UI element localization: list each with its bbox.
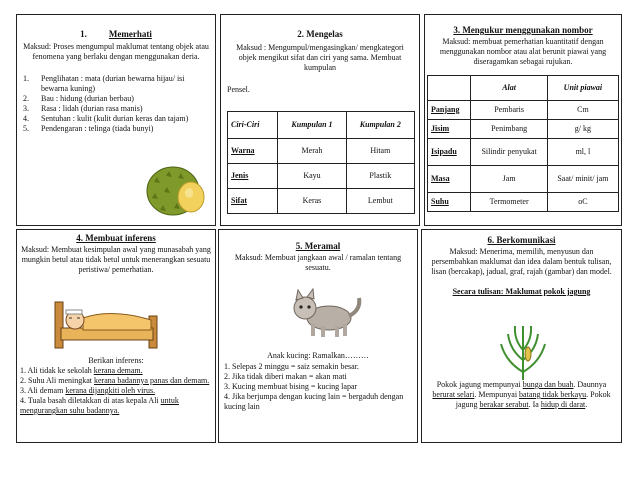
sense-item-text: Penglihatan : mata (durian bewarna hijau/ isi bewarna kuning) (41, 74, 185, 93)
table-header-cell: Kumpulan 1 (278, 112, 346, 139)
keyword: batang tidak berkayu (519, 390, 587, 399)
panel-memerhati-title (17, 29, 215, 40)
inference-text: 1. Ali tidak ke sekolah (20, 366, 94, 375)
panel-meramal (218, 229, 418, 443)
table-row (428, 193, 619, 212)
inference-reason: kerana badannya panas dan demam. (94, 376, 210, 385)
table-cell: Masa (428, 166, 471, 193)
table-header-row (228, 112, 415, 139)
inference-text: 3. Ali demam (20, 386, 66, 395)
table-cell: Hitam (346, 139, 414, 164)
panel-mengelas (220, 14, 420, 226)
inference-text: 4. Tuala basah diletakkan di atas kepala Ali (20, 396, 161, 405)
table-row (228, 189, 415, 214)
inference-list (20, 366, 212, 416)
inference-line (20, 376, 212, 386)
inference-text: 2. Suhu Ali meningkat (20, 376, 94, 385)
table-cell: Jenis (228, 164, 278, 189)
table-cell: Keras (278, 189, 346, 214)
panel-inferens (16, 229, 216, 443)
inference-line (20, 366, 212, 376)
table-row (428, 101, 619, 120)
panel-berkomunikasi-desc: Maksud: Menerima, memilih, menyusun dan persembahkan maklumat dan idea dalam bentuk tulisan, lisan (bercakap), jadual, graf, rajah (gambar) dan model. (431, 247, 612, 276)
sense-item-number: 3. (23, 104, 29, 113)
table-header-cell: Unit piawai (547, 76, 618, 101)
panel-mengelas-desc: Maksud : Mengumpul/mengasingkan/ mengkategori objek mengikut sifat dan ciri yang sama. Membuat kumpulan (236, 43, 404, 72)
sense-item-number: 5. (23, 124, 29, 133)
table-cell: Saat/ minit/ jam (547, 166, 618, 193)
corn-plant-illustration (498, 322, 548, 382)
text-segment: . Daunnya (573, 380, 607, 389)
panel-mengukur-title: 3. Mengukur menggunakan nombor (453, 25, 593, 35)
table-header-row (428, 76, 619, 101)
table-cell: Pembaris (471, 101, 547, 120)
table-header-cell: Alat (471, 76, 547, 101)
panel-berkomunikasi-sub: Secara tulisan: Maklumat pokok jagung (452, 287, 591, 296)
panel-mengukur-desc: Maksud: membuat pemerhatian kuantitatif dengan menggunakan nombor atau alat berunit piawai yang diseragamkan sebagai rujukan. (439, 37, 607, 66)
prediction-line: 2. Jika tidak diberi makan = akan mati (224, 372, 347, 381)
panel-memerhati (16, 14, 216, 226)
panel-inferens-sub: Berikan inferens: (88, 356, 144, 365)
table-row (428, 166, 619, 193)
inference-reason: kerana demam. (93, 366, 143, 375)
table-cell: Plastik (346, 164, 414, 189)
sense-item (23, 74, 211, 94)
panel-memerhati-desc: Maksud: Proses mengumpul maklumat tentang objek atau fenomena yang berlaku dengan menggunakan deria. (23, 42, 209, 61)
durian-illustration (143, 153, 213, 223)
sense-item-number: 2. (23, 94, 29, 103)
keyword: hidup di darat (540, 400, 586, 409)
sense-item-text: Pendengaran : telinga (tiada bunyi) (41, 124, 154, 133)
sense-item (23, 104, 211, 114)
keyword: bunga dan buah (522, 380, 574, 389)
table-cell: ml, l (547, 139, 618, 166)
table-header-cell: Ciri-Ciri (228, 112, 278, 139)
table-header-cell (428, 76, 471, 101)
title-number: 1. (80, 29, 87, 39)
panel-berkomunikasi-title: 6. Berkomunikasi (487, 235, 556, 245)
inference-line (20, 396, 212, 416)
table-cell: Panjang (428, 101, 471, 120)
table-cell: Suhu (428, 193, 471, 212)
prediction-line: 4. Jika berjumpa dengan kucing lain = bergaduh dengan kucing lain (224, 392, 404, 411)
text-segment: Pokok jagung mempunyai (436, 380, 523, 389)
table-cell: Isipadu (428, 139, 471, 166)
table-cell: Jisim (428, 120, 471, 139)
keyword: berurat selari (432, 390, 475, 399)
table-cell: oC (547, 193, 618, 212)
table-cell: Lembut (346, 189, 414, 214)
table-cell: Jam (471, 166, 547, 193)
sense-item (23, 114, 211, 124)
panel-mengelas-title: 2. Mengelas (297, 29, 343, 39)
table-row (228, 164, 415, 189)
panel-meramal-sub: Anak kucing: Ramalkan……… (267, 351, 369, 360)
keyword: berakar serabut (479, 400, 529, 409)
table-cell: g/ kg (547, 120, 618, 139)
table-cell: Termometer (471, 193, 547, 212)
panel-inferens-desc: Maksud: Membuat kesimpulan awal yang munasabah yang mungkin betul atau tidak betul untuk menerangkan sesuatu peristiwa/ pemerhatian. (21, 245, 211, 274)
table-cell: Silindir penyukat (471, 139, 547, 166)
table-cell: Cm (547, 101, 618, 120)
table-row (428, 120, 619, 139)
panel-inferens-title: 4. Membuat inferens (76, 233, 156, 243)
title-text: Memerhati (108, 29, 152, 39)
sense-item-text: Bau : hidung (durian berbau) (41, 94, 134, 103)
table-cell: Warna (228, 139, 278, 164)
prediction-line: 1. Selepas 2 minggu = saiz semakin besar. (224, 362, 359, 371)
table-row (428, 139, 619, 166)
panel-berkomunikasi (421, 229, 622, 443)
prediction-list (224, 362, 413, 412)
sense-item-number: 4. (23, 114, 29, 123)
communication-text (428, 380, 615, 410)
text-segment: . (585, 400, 588, 409)
sense-item (23, 94, 211, 104)
sense-item-text: Sentuhan : kulit (kulit durian keras dan tajam) (41, 114, 189, 123)
sense-item-number: 1. (23, 74, 29, 83)
sense-item-text: Rasa : lidah (durian rasa manis) (41, 104, 143, 113)
inference-line (20, 386, 212, 396)
table-cell: Kayu (278, 164, 346, 189)
text-segment: . Ia (528, 400, 541, 409)
text-segment: . Pokok jagung (455, 390, 611, 409)
inference-reason: untuk mengurangkan suhu badannya. (20, 396, 179, 415)
panel-meramal-title: 5. Meramal (295, 241, 341, 251)
panel-meramal-desc: Maksud: Membuat jangkaan awal / ramalan tentang sesuatu. (234, 253, 402, 272)
senses-list (23, 74, 211, 134)
table-row (228, 139, 415, 164)
table-cell: Penimbang (471, 120, 547, 139)
text-segment: . Mempunyai (474, 390, 520, 399)
table-header-cell: Kumpulan 2 (346, 112, 414, 139)
table-cell: Merah (278, 139, 346, 164)
classification-table (227, 111, 415, 214)
panel-mengelas-extra: Pensel. (227, 85, 250, 94)
prediction-line: 3. Kucing membuat bising = kucing lapar (224, 382, 358, 391)
sense-item (23, 124, 211, 134)
kitten-illustration (283, 280, 363, 340)
measurement-table (427, 75, 619, 212)
sick-boy-illustration (51, 294, 161, 354)
inference-reason: kerana dijangkiti oleh virus. (65, 386, 156, 395)
table-cell: Sifat (228, 189, 278, 214)
panel-mengukur (424, 14, 622, 226)
